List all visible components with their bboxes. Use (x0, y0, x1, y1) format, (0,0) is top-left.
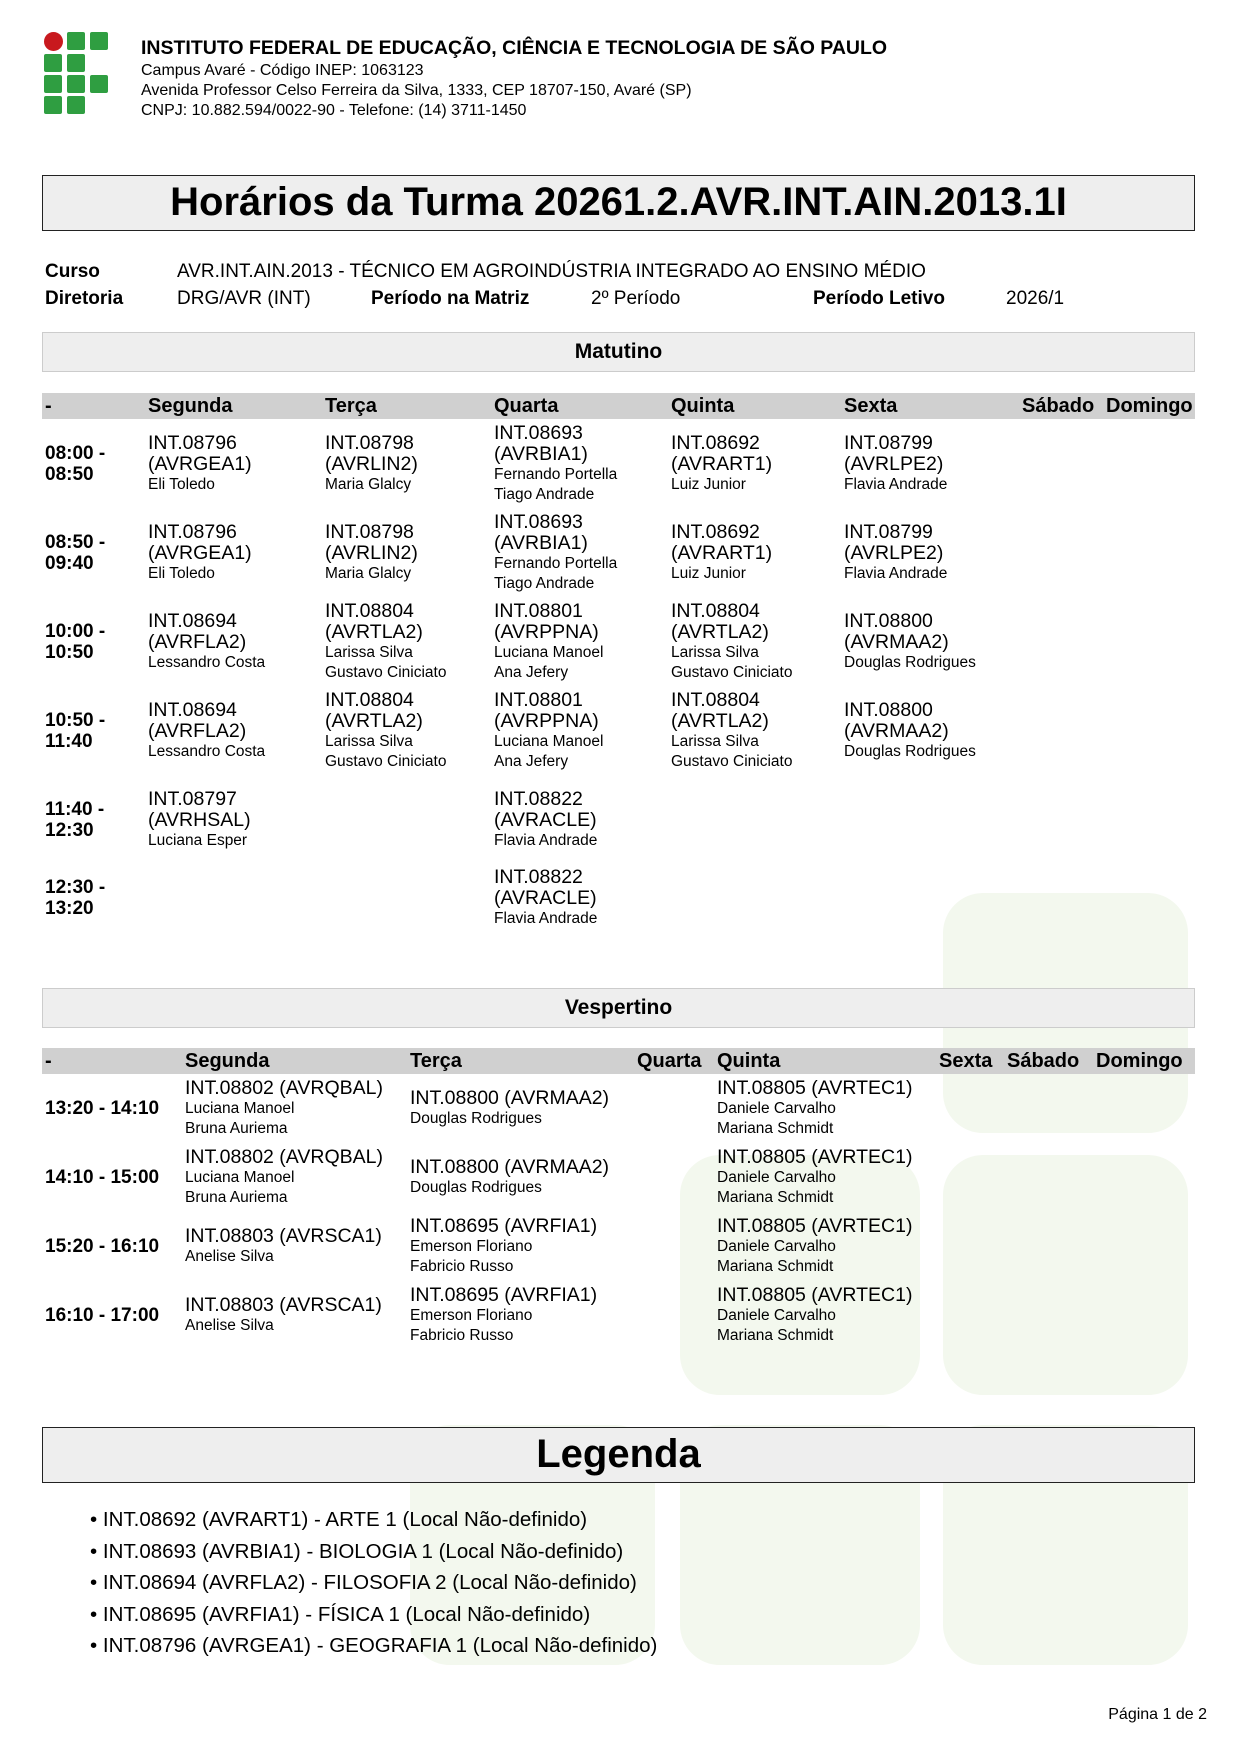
subject-code: INT.08695 (AVRFIA1) (410, 1215, 598, 1237)
class-cell (668, 597, 841, 686)
diretoria-label: Diretoria (45, 288, 124, 309)
empty-cell (322, 864, 491, 932)
class-cell (322, 597, 491, 686)
teacher-name: Gustavo Ciniciato (325, 752, 447, 770)
matutino-header-row (42, 393, 1195, 419)
periodo-letivo-value: 2026/1 (1006, 288, 1065, 309)
teacher-name: Gustavo Ciniciato (671, 752, 793, 770)
subject-code: INT.08800 (AVRMAA2) (410, 1087, 610, 1109)
teacher-name: Luciana Manoel (494, 643, 604, 661)
class-cell (322, 419, 491, 508)
teacher-name: Maria Glalcy (325, 475, 412, 493)
empty-cell (1093, 1074, 1195, 1143)
subject-code: INT.08802 (AVRQBAL) (185, 1077, 383, 1099)
teacher-name: Gustavo Ciniciato (325, 663, 447, 681)
subject-code: INT.08804 (AVRTLA2) (671, 688, 769, 732)
subject-code: INT.08796 (AVRGEA1) (148, 520, 252, 564)
subject-code: INT.08694 (AVRFLA2) (148, 609, 247, 653)
class-cell (145, 686, 322, 775)
class-cell (668, 686, 841, 775)
legend-item: • INT.08796 (AVRGEA1) - GEOGRAFIA 1 (Local Não-definido) (90, 1630, 657, 1662)
subject-code: INT.08797 (AVRHSAL) (148, 787, 251, 831)
vespertino-header-row (42, 1048, 1195, 1074)
subject-code: INT.08805 (AVRTEC1) (717, 1215, 913, 1237)
day-header: Quinta (668, 393, 841, 419)
time-slot (42, 1143, 182, 1212)
empty-cell (841, 864, 1019, 932)
empty-cell (1004, 1074, 1093, 1143)
empty-cell (668, 864, 841, 932)
empty-cell (1019, 419, 1103, 508)
teacher-name: Larissa Silva (671, 643, 759, 661)
day-header: Quarta (634, 1048, 714, 1074)
class-cell (668, 419, 841, 508)
subject-code: INT.08692 (AVRART1) (671, 431, 773, 475)
class-cell (491, 686, 668, 775)
empty-cell (1019, 508, 1103, 597)
teacher-name: Douglas Rodrigues (410, 1110, 542, 1127)
teacher-name: Fabricio Russo (410, 1258, 514, 1275)
subject-code: INT.08803 (AVRSCA1) (185, 1225, 382, 1247)
subject-code: INT.08798 (AVRLIN2) (325, 431, 418, 475)
class-cell (182, 1281, 407, 1350)
class-cell (491, 419, 668, 508)
empty-cell (634, 1212, 714, 1281)
empty-cell (1019, 864, 1103, 932)
subject-code: INT.08693 (AVRBIA1) (494, 510, 588, 554)
teacher-name: Fernando Portella (494, 554, 618, 572)
class-cell (322, 686, 491, 775)
class-cell (145, 419, 322, 508)
teacher-name: Luiz Junior (671, 564, 746, 582)
teacher-name: Mariana Schmidt (717, 1189, 834, 1206)
day-header: Sexta (936, 1048, 1004, 1074)
subject-code: INT.08805 (AVRTEC1) (717, 1146, 913, 1168)
address-line: Avenida Professor Celso Ferreira da Silva, 1333, CEP 18707-150, Avaré (SP) (141, 82, 692, 99)
class-cell (491, 508, 668, 597)
schedule-row (42, 419, 1195, 508)
class-cell (491, 597, 668, 686)
empty-cell (1004, 1281, 1093, 1350)
schedule-row (42, 686, 1195, 775)
day-header: Terça (322, 393, 491, 419)
empty-cell (634, 1143, 714, 1212)
institution-logo (44, 32, 110, 114)
day-header: - (42, 1048, 182, 1074)
schedule-row (42, 508, 1195, 597)
teacher-name: Daniele Carvalho (717, 1238, 836, 1255)
empty-cell (634, 1281, 714, 1350)
curso-value: AVR.INT.AIN.2013 - TÉCNICO EM AGROINDÚSTRIA INTEGRADO AO ENSINO MÉDIO (177, 261, 926, 282)
teacher-name: Mariana Schmidt (717, 1258, 834, 1275)
empty-cell (936, 1281, 1004, 1350)
cnpj-line: CNPJ: 10.882.594/0022-90 - Telefone: (14) 3711-1450 (141, 102, 527, 119)
teacher-name: Tiago Andrade (494, 574, 595, 592)
subject-code: INT.08799 (AVRLPE2) (844, 431, 944, 475)
subject-code: INT.08802 (AVRQBAL) (185, 1146, 383, 1168)
teacher-name: Gustavo Ciniciato (671, 663, 793, 681)
day-header: Terça (407, 1048, 634, 1074)
periodo-matriz-label: Período na Matriz (371, 288, 530, 309)
subject-code: INT.08693 (AVRBIA1) (494, 421, 588, 465)
class-cell (714, 1281, 936, 1350)
teacher-name: Bruna Auriema (185, 1120, 288, 1137)
page-number: Página 1 de 2 (1108, 1706, 1207, 1723)
day-header: Quarta (491, 393, 668, 419)
day-header: Segunda (145, 393, 322, 419)
legend-item: • INT.08693 (AVRBIA1) - BIOLOGIA 1 (Local Não-definido) (90, 1536, 657, 1568)
time-slot (42, 775, 145, 864)
subject-code: INT.08801 (AVRPPNA) (494, 688, 599, 732)
empty-cell (1103, 864, 1195, 932)
teacher-name: Emerson Floriano (410, 1307, 533, 1324)
subject-code: INT.08803 (AVRSCA1) (185, 1294, 382, 1316)
day-header: Sábado (1019, 393, 1103, 419)
subject-code: INT.08695 (AVRFIA1) (410, 1284, 598, 1306)
teacher-name: Flavia Andrade (494, 831, 598, 849)
empty-cell (1093, 1212, 1195, 1281)
empty-cell (1019, 686, 1103, 775)
curso-label: Curso (45, 261, 100, 282)
time-label: 10:00 - 10:50 (45, 620, 106, 663)
subject-code: INT.08801 (AVRPPNA) (494, 599, 599, 643)
class-cell (714, 1074, 936, 1143)
class-cell (182, 1212, 407, 1281)
page-title: Horários da Turma 20261.2.AVR.INT.AIN.2013.1I (42, 175, 1195, 231)
time-slot (42, 686, 145, 775)
schedule-row (42, 864, 1195, 932)
teacher-name: Larissa Silva (325, 643, 413, 661)
teacher-name: Emerson Floriano (410, 1238, 533, 1255)
teacher-name: Maria Glalcy (325, 564, 412, 582)
periodo-letivo-label: Período Letivo (813, 288, 945, 309)
time-label: 15:20 - 16:10 (45, 1236, 160, 1257)
schedule-row (42, 1212, 1195, 1281)
class-cell (407, 1281, 634, 1350)
teacher-name: Eli Toledo (148, 564, 215, 582)
schedule-row (42, 775, 1195, 864)
time-label: 11:40 - 12:30 (45, 798, 105, 841)
teacher-name: Lessandro Costa (148, 653, 266, 671)
class-cell (841, 597, 1019, 686)
empty-cell (668, 775, 841, 864)
day-header: Sexta (841, 393, 1019, 419)
empty-cell (936, 1212, 1004, 1281)
empty-cell (936, 1143, 1004, 1212)
day-header: Quinta (714, 1048, 936, 1074)
teacher-name: Daniele Carvalho (717, 1169, 836, 1186)
time-label: 10:50 - 11:40 (45, 709, 106, 752)
empty-cell (1103, 775, 1195, 864)
time-slot (42, 419, 145, 508)
class-cell (407, 1212, 634, 1281)
teacher-name: Anelise Silva (185, 1248, 274, 1265)
day-header: Domingo (1103, 393, 1195, 419)
subject-code: INT.08799 (AVRLPE2) (844, 520, 944, 564)
empty-cell (634, 1074, 714, 1143)
vespertino-schedule-table (42, 1048, 1195, 1350)
empty-cell (1004, 1212, 1093, 1281)
campus-line: Campus Avaré - Código INEP: 1063123 (141, 62, 424, 79)
teacher-name: Luciana Manoel (185, 1100, 295, 1117)
schedule-row (42, 1074, 1195, 1143)
teacher-name: Larissa Silva (325, 732, 413, 750)
class-cell (145, 508, 322, 597)
empty-cell (1103, 419, 1195, 508)
class-cell (145, 775, 322, 864)
subject-code: INT.08692 (AVRART1) (671, 520, 773, 564)
empty-cell (1103, 508, 1195, 597)
time-label: 08:00 - 08:50 (45, 442, 106, 485)
class-cell (491, 864, 668, 932)
day-header: Sábado (1004, 1048, 1093, 1074)
time-label: 08:50 - 09:40 (45, 531, 106, 574)
subject-code: INT.08694 (AVRFLA2) (148, 698, 247, 742)
day-header: Domingo (1093, 1048, 1195, 1074)
class-cell (182, 1074, 407, 1143)
teacher-name: Bruna Auriema (185, 1189, 288, 1206)
matutino-schedule-table (42, 393, 1195, 932)
subject-code: INT.08800 (AVRMAA2) (844, 609, 949, 653)
empty-cell (1019, 775, 1103, 864)
class-cell (841, 686, 1019, 775)
class-cell (841, 508, 1019, 597)
time-label: 13:20 - 14:10 (45, 1098, 160, 1119)
subject-code: INT.08822 (AVRACLE) (494, 866, 597, 909)
legend-list (90, 1504, 657, 1662)
teacher-name: Flavia Andrade (844, 564, 948, 582)
empty-cell (1093, 1143, 1195, 1212)
subject-code: INT.08822 (AVRACLE) (494, 787, 597, 831)
teacher-name: Flavia Andrade (494, 910, 598, 927)
teacher-name: Mariana Schmidt (717, 1120, 834, 1137)
class-cell (841, 419, 1019, 508)
legend-item: • INT.08692 (AVRART1) - ARTE 1 (Local Não-definido) (90, 1504, 657, 1536)
vespertino-heading: Vespertino (42, 988, 1195, 1028)
empty-cell (145, 864, 322, 932)
teacher-name: Eli Toledo (148, 475, 215, 493)
subject-code: INT.08804 (AVRTLA2) (325, 688, 423, 732)
subject-code: INT.08796 (AVRGEA1) (148, 431, 252, 475)
time-slot (42, 508, 145, 597)
teacher-name: Luciana Manoel (494, 732, 604, 750)
teacher-name: Douglas Rodrigues (844, 653, 976, 671)
time-label: 16:10 - 17:00 (45, 1305, 160, 1326)
subject-code: INT.08800 (AVRMAA2) (844, 698, 949, 742)
subject-code: INT.08805 (AVRTEC1) (717, 1077, 913, 1099)
legend-title: Legenda (42, 1427, 1195, 1483)
teacher-name: Flavia Andrade (844, 475, 948, 493)
subject-code: INT.08804 (AVRTLA2) (671, 599, 769, 643)
matutino-heading: Matutino (42, 332, 1195, 372)
class-cell (714, 1143, 936, 1212)
teacher-name: Douglas Rodrigues (410, 1179, 542, 1196)
class-cell (407, 1143, 634, 1212)
time-slot (42, 864, 145, 932)
empty-cell (841, 775, 1019, 864)
schedule-row (42, 1281, 1195, 1350)
schedule-row (42, 597, 1195, 686)
empty-cell (1103, 686, 1195, 775)
class-cell (145, 597, 322, 686)
teacher-name: Mariana Schmidt (717, 1327, 834, 1344)
institution-name: INSTITUTO FEDERAL DE EDUCAÇÃO, CIÊNCIA E TECNOLOGIA DE SÃO PAULO (141, 37, 888, 59)
subject-code: INT.08804 (AVRTLA2) (325, 599, 423, 643)
day-header: Segunda (182, 1048, 407, 1074)
legend-item: • INT.08694 (AVRFLA2) - FILOSOFIA 2 (Local Não-definido) (90, 1567, 657, 1599)
class-cell (322, 508, 491, 597)
teacher-name: Lessandro Costa (148, 742, 266, 760)
diretoria-value: DRG/AVR (INT) (177, 288, 311, 309)
schedule-row (42, 1143, 1195, 1212)
class-cell (491, 775, 668, 864)
empty-cell (1103, 597, 1195, 686)
legend-item: • INT.08695 (AVRFIA1) - FÍSICA 1 (Local Não-definido) (90, 1599, 657, 1631)
teacher-name: Larissa Silva (671, 732, 759, 750)
class-cell (407, 1074, 634, 1143)
time-label: 12:30 - 13:20 (45, 877, 106, 919)
time-slot (42, 1212, 182, 1281)
empty-cell (1004, 1143, 1093, 1212)
teacher-name: Fabricio Russo (410, 1327, 514, 1344)
empty-cell (1019, 597, 1103, 686)
teacher-name: Ana Jefery (494, 663, 569, 681)
empty-cell (936, 1074, 1004, 1143)
teacher-name: Luiz Junior (671, 475, 746, 493)
teacher-name: Luciana Manoel (185, 1169, 295, 1186)
class-cell (668, 508, 841, 597)
teacher-name: Douglas Rodrigues (844, 742, 976, 760)
subject-code: INT.08800 (AVRMAA2) (410, 1156, 610, 1178)
teacher-name: Tiago Andrade (494, 485, 595, 503)
time-slot (42, 597, 145, 686)
class-cell (182, 1143, 407, 1212)
subject-code: INT.08805 (AVRTEC1) (717, 1284, 913, 1306)
teacher-name: Ana Jefery (494, 752, 569, 770)
teacher-name: Daniele Carvalho (717, 1100, 836, 1117)
time-slot (42, 1281, 182, 1350)
teacher-name: Anelise Silva (185, 1317, 274, 1334)
periodo-matriz-value: 2º Período (591, 288, 681, 309)
day-header: - (42, 393, 145, 419)
empty-cell (322, 775, 491, 864)
time-label: 14:10 - 15:00 (45, 1167, 160, 1188)
time-slot (42, 1074, 182, 1143)
teacher-name: Luciana Esper (148, 831, 248, 849)
teacher-name: Daniele Carvalho (717, 1307, 836, 1324)
class-cell (714, 1212, 936, 1281)
subject-code: INT.08798 (AVRLIN2) (325, 520, 418, 564)
teacher-name: Fernando Portella (494, 465, 618, 483)
empty-cell (1093, 1281, 1195, 1350)
